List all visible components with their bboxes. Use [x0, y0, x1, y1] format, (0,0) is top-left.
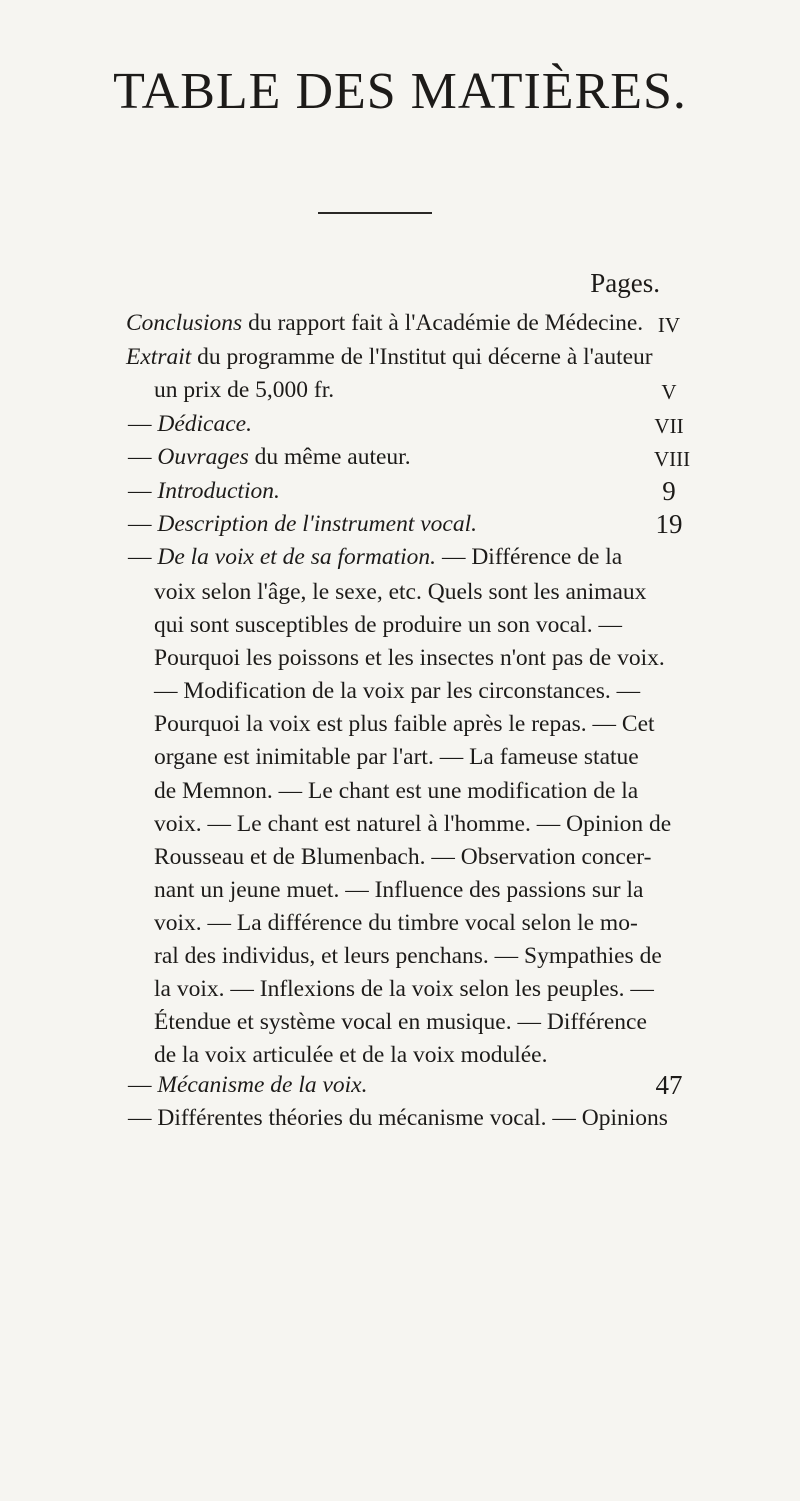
- entry-title: Dédicace.: [157, 411, 252, 437]
- entry-page: VIII: [654, 447, 691, 471]
- description-line: Étendue et système vocal en musique. — Différence: [154, 1009, 647, 1036]
- entry-page: 9: [662, 476, 676, 506]
- description-line: voix. — La différence du timbre vocal selon le mo-: [154, 909, 638, 936]
- entry-page: 47: [655, 1070, 683, 1100]
- description-line: — Modification de la voix par les circonstances. —: [154, 678, 641, 705]
- description-line: Pourquoi les poissons et les insectes n'ont pas de voix.: [154, 645, 665, 672]
- description-line: qui sont susceptibles de produire un son vocal. —: [154, 612, 622, 639]
- entry-description: [154, 576, 694, 1072]
- entry-page: V: [661, 380, 677, 404]
- toc-entry: — Description de l'instrument vocal.: [128, 511, 477, 537]
- toc-entry: Conclusions du rapport fait à l'Académie de Médecine.: [126, 310, 644, 336]
- toc-entry: — Dédicace.: [128, 411, 252, 437]
- description-line: voix. — Le chant est naturel à l'homme. — Opinion de: [154, 810, 672, 837]
- toc-entry: — Ouvrages du même auteur.: [128, 444, 411, 470]
- entry-page: VII: [654, 414, 684, 438]
- page-title: TABLE DES MATIÈRES.: [113, 63, 687, 120]
- entry-title: Mécanisme de la voix.: [157, 1072, 368, 1098]
- pages-column-header: Pages.: [590, 268, 660, 298]
- entry-title: Conclusions: [126, 310, 243, 336]
- description-line: la voix. — Inflexions de la voix selon les peuples. —: [154, 976, 654, 1003]
- entry-title: Ouvrages: [157, 444, 249, 470]
- entry-page: 19: [655, 509, 683, 539]
- toc-entry: — Introduction.: [128, 478, 280, 504]
- description-line: ral des individus, et leurs penchans. — Sympathies de: [154, 943, 662, 970]
- toc-entry: — Différentes théories du mécanisme vocal. — Opinions: [128, 1105, 668, 1131]
- entry-title: De la voix et de sa formation.: [157, 544, 437, 570]
- toc-entry: — De la voix et de sa formation. — Différence de la: [128, 544, 623, 570]
- entry-page: IV: [657, 313, 681, 337]
- entry-title: Extrait: [126, 344, 192, 370]
- title-rule: [318, 212, 432, 214]
- description-line: nant un jeune muet. — Influence des passions sur la: [154, 876, 644, 903]
- entry-title: Introduction.: [157, 478, 280, 504]
- description-line: Pourquoi la voix est plus faible après le repas. — Cet: [154, 711, 655, 738]
- toc-entry: Extrait du programme de l'Institut qui décerne à l'auteur: [126, 344, 653, 370]
- description-line: de la voix articulée et de la voix modulée.: [154, 1042, 548, 1069]
- description-line: Rousseau et de Blumenbach. — Observation concer-: [154, 843, 652, 870]
- description-line: voix selon l'âge, le sexe, etc. Quels sont les animaux: [154, 579, 647, 605]
- description-line: de Memnon. — Le chant est une modification de la: [154, 777, 639, 804]
- entry-title: Description de l'instrument vocal.: [157, 511, 477, 537]
- toc-entry: — Mécanisme de la voix.: [128, 1072, 368, 1098]
- description-line: organe est inimitable par l'art. — La fameuse statue: [154, 744, 639, 771]
- toc-entry: un prix de 5,000 fr.: [154, 377, 335, 403]
